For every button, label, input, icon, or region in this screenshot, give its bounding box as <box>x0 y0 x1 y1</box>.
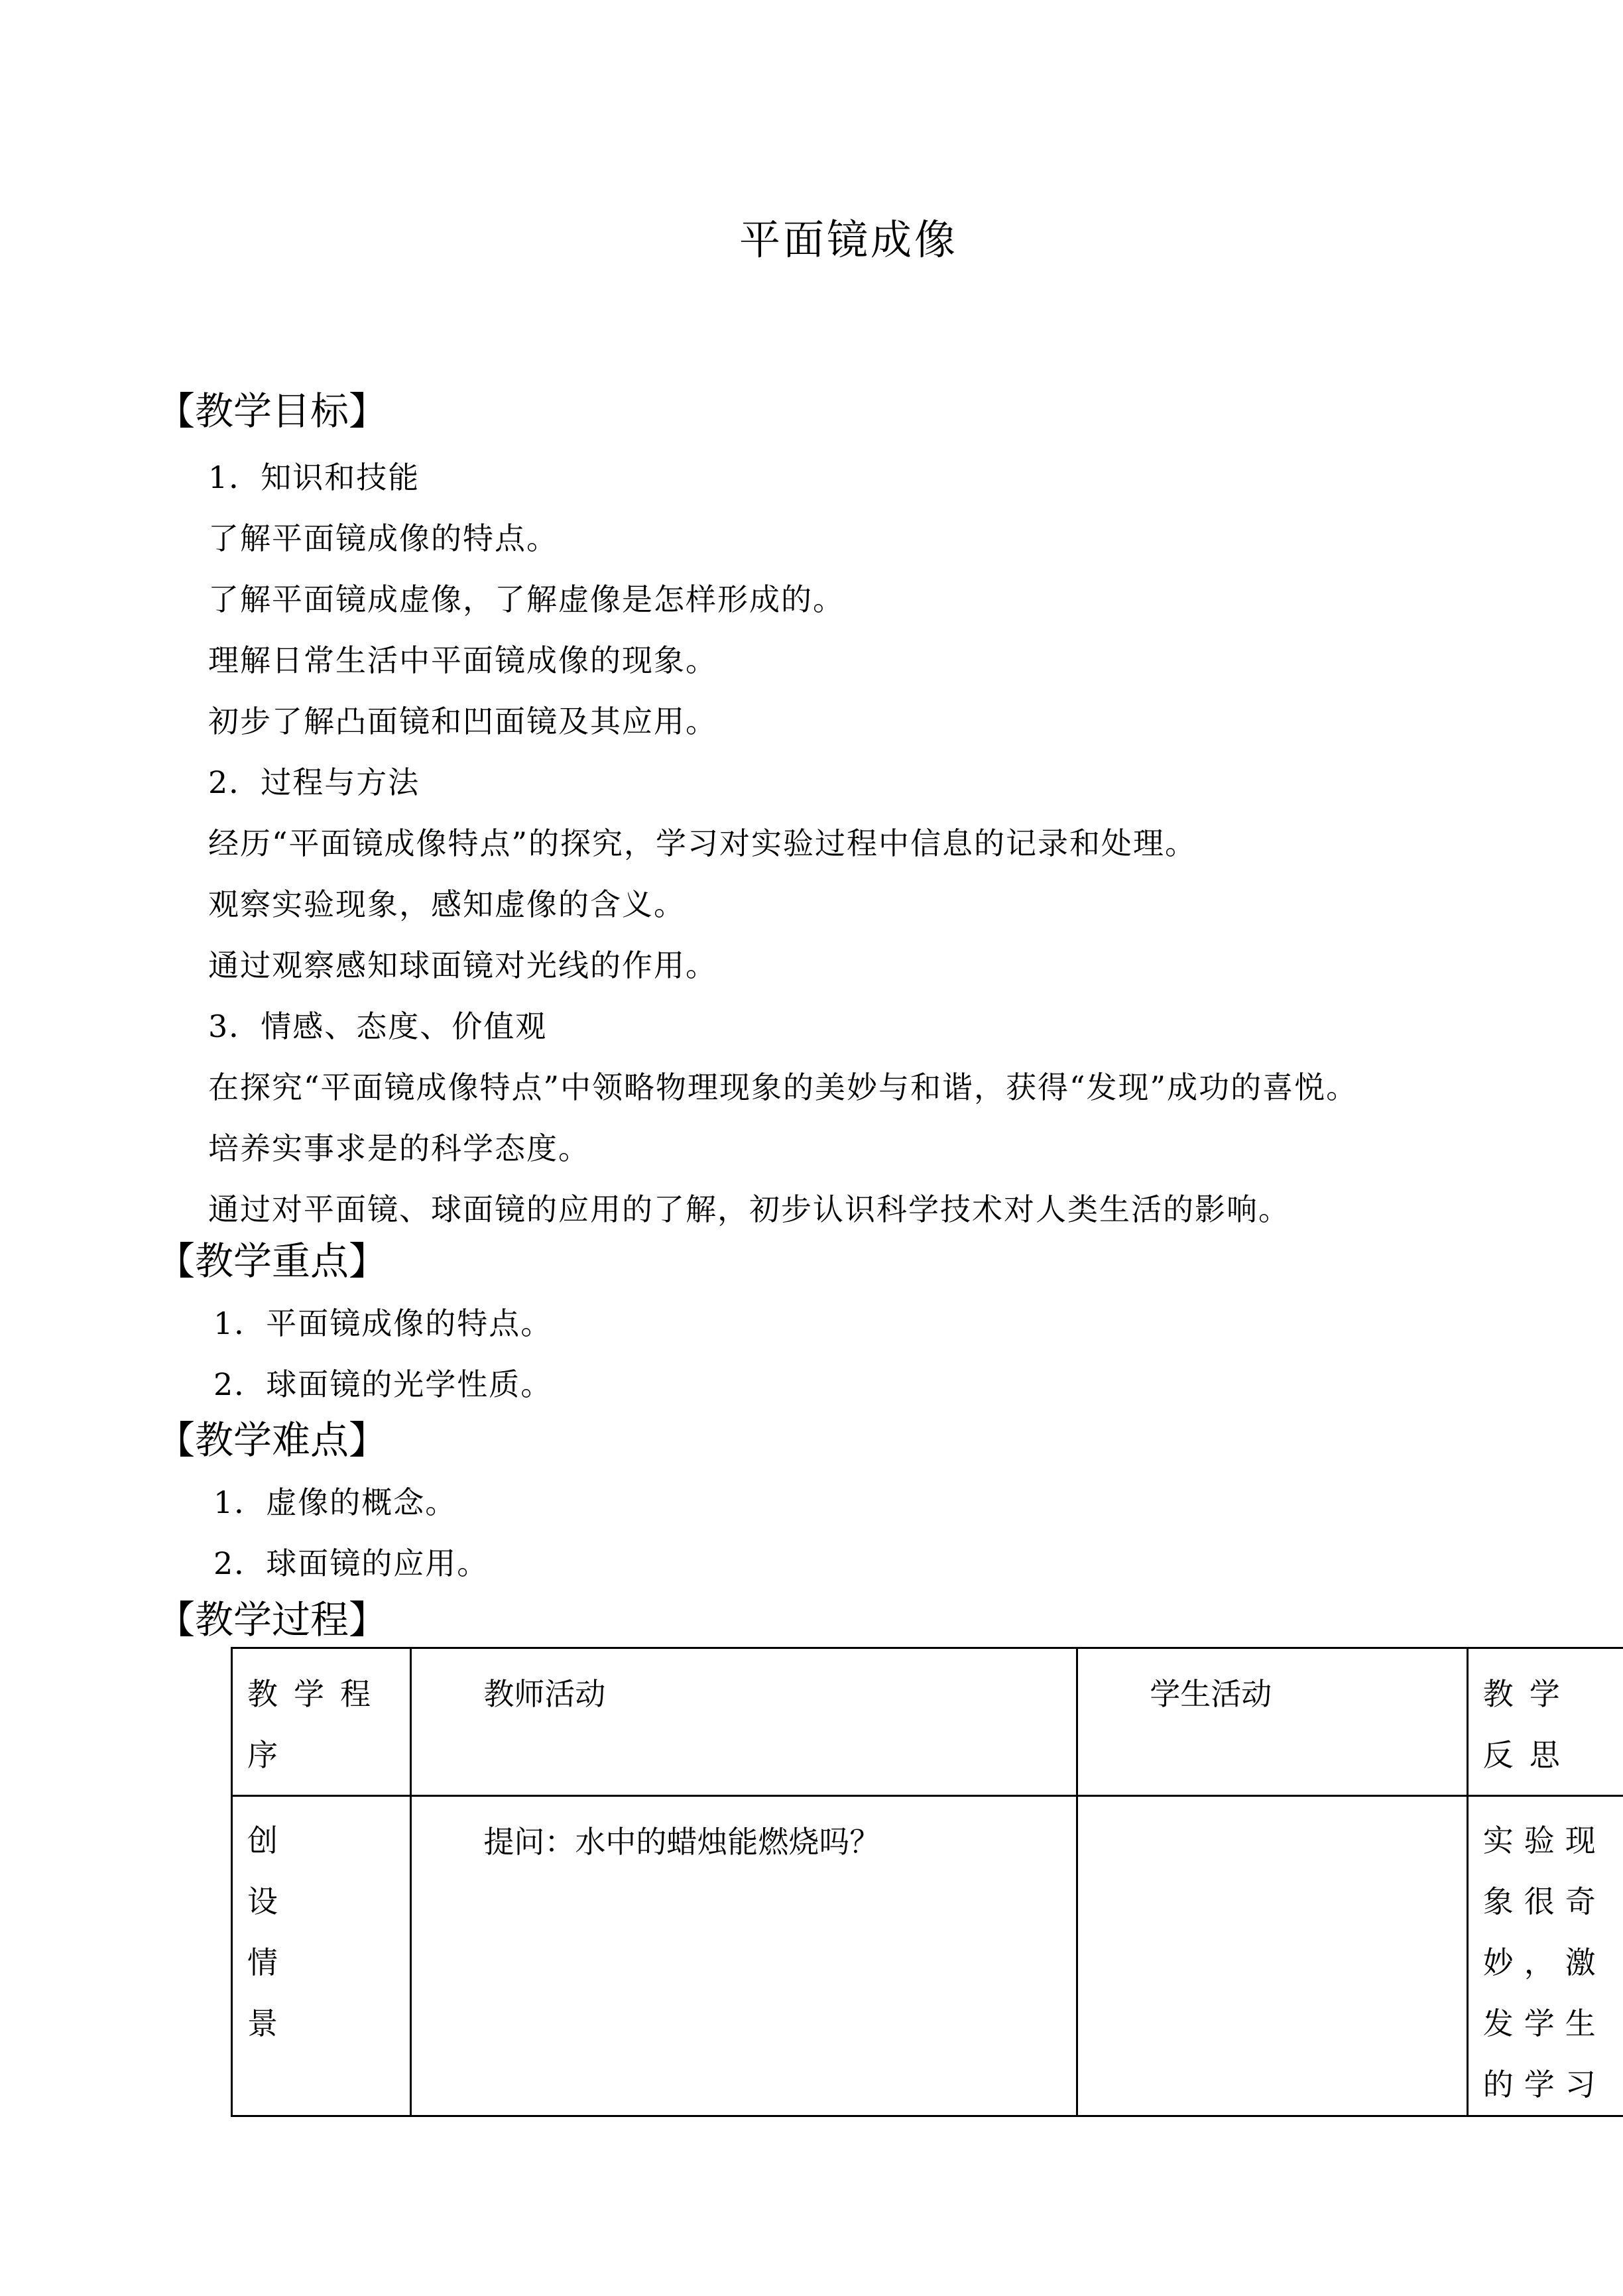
objective-item: 通过观察感知球面镜对光线的作用。 <box>208 947 717 983</box>
heading-difficulties: 【教学难点】 <box>156 1418 388 1463</box>
objective-item: 了解平面镜成像的特点。 <box>208 520 558 556</box>
objective-item: 经历“平面镜成像特点”的探究，学习对实验过程中信息的记录和处理。 <box>208 825 1197 861</box>
objective-item: 理解日常生活中平面镜成像的现象。 <box>208 642 717 678</box>
header-cell-teacher: 教师活动 <box>411 1648 1077 1796</box>
cell-reflection: 实验现象很奇妙，激发学生的学习 <box>1467 1796 1623 2116</box>
objective-item: 培养实事求是的科学态度。 <box>208 1130 590 1166</box>
cell-teacher: 提问：水中的蜡烛能燃烧吗？ <box>411 1796 1077 2116</box>
heading-process: 【教学过程】 <box>156 1597 388 1642</box>
objective-sub1: 1．知识和技能 <box>208 459 420 495</box>
process-table <box>231 1647 1623 2117</box>
header-cell-procedure: 教学程序 <box>232 1648 411 1796</box>
heading-objectives: 【教学目标】 <box>156 389 388 434</box>
difficulty-item: 2．球面镜的应用。 <box>213 1545 489 1581</box>
objective-item: 初步了解凸面镜和凹面镜及其应用。 <box>208 703 717 739</box>
objective-item: 观察实验现象，感知虚像的含义。 <box>208 886 686 922</box>
table-row <box>232 1796 1623 2116</box>
objective-sub2: 2．过程与方法 <box>208 764 420 800</box>
cell-student <box>1077 1796 1468 2116</box>
objective-item: 在探究“平面镜成像特点”中领略物理现象的美妙与和谐，获得“发现”成功的喜悦。 <box>208 1069 1358 1105</box>
difficulty-item: 1．虚像的概念。 <box>213 1484 457 1520</box>
header-cell-student: 学生活动 <box>1077 1648 1468 1796</box>
header-cell-reflection: 教学反思 <box>1467 1648 1623 1796</box>
objective-item: 了解平面镜成虚像，了解虚像是怎样形成的。 <box>208 581 845 617</box>
objective-item: 通过对平面镜、球面镜的应用的了解，初步认识科学技术对人类生活的影响。 <box>208 1191 1290 1227</box>
heading-key-points: 【教学重点】 <box>156 1239 388 1284</box>
cell-procedure: 创设情景 <box>232 1796 411 2116</box>
key-point-item: 1．平面镜成像的特点。 <box>213 1305 553 1341</box>
table-header-row <box>232 1648 1623 1796</box>
key-point-item: 2．球面镜的光学性质。 <box>213 1366 553 1402</box>
objective-sub3: 3．情感、态度、价值观 <box>208 1008 548 1044</box>
page-title: 平面镜成像 <box>739 215 958 264</box>
